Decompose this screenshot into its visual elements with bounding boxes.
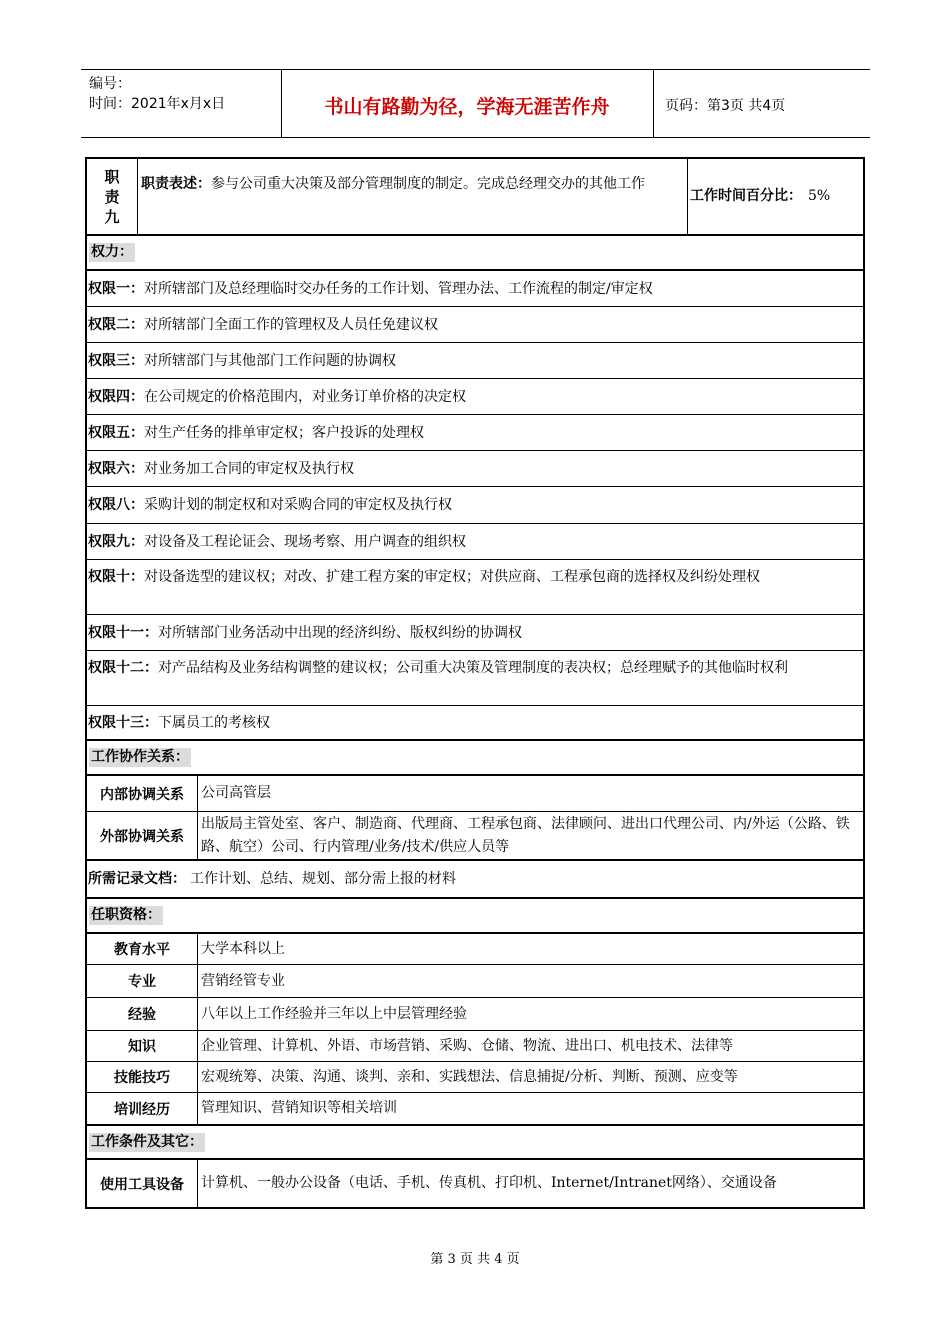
header-motto: 书山有路勤为径，学海无涯苦作舟 (324, 96, 610, 118)
power-row (87, 307, 863, 343)
qualification-text: 营销经管专业 (197, 965, 863, 997)
external-relation-text: 出版局主管处室、客户、制造商、代理商、工程承包商、法律顾问、进出口代理公司、内/外运（公路、铁路、航空）公司、行内管理/业务/技术/供应人员等 (197, 812, 863, 859)
qualification-label: 知识 (128, 1039, 156, 1055)
time-percent-label: 工作时间百分比： (690, 188, 802, 204)
power-text: 对所辖部门业务活动中出现的经济纠纷、版权纠纷的协调权 (158, 625, 522, 641)
document-number-label: 编号： (89, 76, 131, 92)
power-text: 对设备选型的建议权；对改、扩建工程方案的审定权；对供应商、工程承包商的选择权及纠纷处理权 (144, 569, 760, 585)
power-label: 权限三： (88, 353, 144, 369)
power-text: 采购计划的制定权和对采购合同的审定权及执行权 (144, 497, 452, 513)
records-label: 所需记录文档： (88, 870, 186, 887)
records-text: 工作计划、总结、规划、部分需上报的材料 (190, 870, 456, 887)
power-row (87, 524, 863, 560)
records-row (87, 861, 863, 899)
power-text: 对所辖部门与其他部门工作问题的协调权 (144, 353, 396, 369)
power-row (87, 615, 863, 651)
power-text: 在公司规定的价格范围内，对业务订单价格的决定权 (144, 389, 466, 405)
relations-title: 工作协作关系： (91, 749, 189, 765)
qualifications-title: 任职资格： (91, 907, 161, 923)
power-label: 权限一： (88, 281, 144, 297)
external-relation-label: 外部协调关系 (100, 828, 184, 845)
power-row (87, 379, 863, 415)
power-text: 对设备及工程论证会、现场考察、用户调查的组织权 (144, 534, 466, 550)
power-label: 权限九： (88, 534, 144, 550)
internal-relation-text: 公司高管层 (197, 776, 863, 811)
qualification-row (87, 998, 863, 1031)
external-relation-row (87, 812, 863, 861)
conditions-title-cell (89, 1126, 205, 1158)
duty-description-label: 职责表述： (141, 176, 211, 192)
power-row (87, 706, 863, 741)
qualification-row (87, 965, 863, 998)
relations-title-cell (89, 741, 191, 774)
power-row (87, 271, 863, 307)
power-row (87, 560, 863, 615)
power-row (87, 343, 863, 379)
qualification-text: 宏观统筹、决策、沟通、谈判、亲和、实践想法、信息捕捉/分析、判断、预测、应变等 (197, 1062, 863, 1092)
power-label: 权限十一： (88, 625, 158, 641)
power-row (87, 651, 863, 706)
qualification-label: 教育水平 (114, 942, 170, 958)
records-cell (87, 861, 863, 897)
qualification-row (87, 1093, 863, 1126)
power-text: 对业务加工合同的审定权及执行权 (144, 461, 354, 477)
powers-title-cell (89, 236, 135, 269)
job-description-table (85, 157, 865, 1209)
qualification-text: 八年以上工作经验并三年以上中层管理经验 (197, 998, 863, 1030)
internal-relation-row (87, 776, 863, 812)
page-header (81, 69, 870, 138)
page-footer: 第 3 页 共 4 页 (430, 1252, 520, 1267)
power-label: 权限八： (88, 497, 144, 513)
duty-label: 职责九 (104, 167, 120, 226)
power-label: 权限二： (88, 317, 144, 333)
time-percent-value: 5% (808, 188, 831, 204)
tools-text: 计算机、一般办公设备（电话、手机、传真机、打印机、Internet/Intranet网络）、交通设备 (197, 1160, 863, 1207)
qualification-label: 专业 (128, 974, 156, 990)
duty-row (87, 159, 863, 236)
tools-label: 使用工具设备 (100, 1176, 184, 1193)
duty-time-percent (687, 159, 863, 234)
document-time: 时间：2021年x月x日 (89, 96, 226, 112)
section-title-row (87, 741, 863, 776)
section-title-row (87, 236, 863, 271)
header-page-info: 页码：第3页 共4页 (665, 98, 786, 114)
header-meta (89, 74, 279, 114)
qualification-row (87, 1062, 863, 1093)
qualification-row (87, 934, 863, 965)
power-label: 权限十二： (88, 660, 158, 676)
qualification-text: 企业管理、计算机、外语、市场营销、采购、仓储、物流、进出口、机电技术、法律等 (197, 1031, 863, 1061)
qualification-label: 培训经历 (114, 1101, 170, 1118)
header-divider (653, 70, 654, 137)
powers-title: 权力： (91, 244, 133, 260)
duty-description (137, 159, 687, 234)
power-text: 对所辖部门及总经理临时交办任务的工作计划、管理办法、工作流程的制定/审定权 (144, 281, 653, 297)
power-label: 权限四： (88, 389, 144, 405)
qualifications-title-cell (89, 899, 163, 932)
power-label: 权限五： (88, 425, 144, 441)
power-text: 下属员工的考核权 (158, 715, 270, 731)
qualification-text: 管理知识、营销知识等相关培训 (197, 1093, 863, 1124)
power-text: 对产品结构及业务结构调整的建议权；公司重大决策及管理制度的表决权；总经理赋予的其他临时权利 (158, 660, 788, 676)
qualification-label: 技能技巧 (114, 1070, 170, 1086)
conditions-title: 工作条件及其它： (91, 1133, 203, 1150)
qualification-row (87, 1031, 863, 1062)
power-text: 对生产任务的排单审定权；客户投诉的处理权 (144, 425, 424, 441)
power-row (87, 415, 863, 451)
power-row (87, 487, 863, 524)
section-title-row (87, 1126, 863, 1160)
power-text: 对所辖部门全面工作的管理权及人员任免建议权 (144, 317, 438, 333)
power-label: 权限十三： (88, 715, 158, 731)
power-row (87, 451, 863, 487)
tools-row (87, 1160, 863, 1207)
internal-relation-label: 内部协调关系 (100, 786, 184, 803)
duty-description-text: 参与公司重大决策及部分管理制度的制定。完成总经理交办的其他工作 (211, 176, 645, 192)
section-title-row (87, 899, 863, 934)
power-label: 权限六： (88, 461, 144, 477)
qualification-label: 经验 (128, 1007, 156, 1023)
qualification-text: 大学本科以上 (197, 934, 863, 964)
power-label: 权限十： (88, 569, 144, 585)
